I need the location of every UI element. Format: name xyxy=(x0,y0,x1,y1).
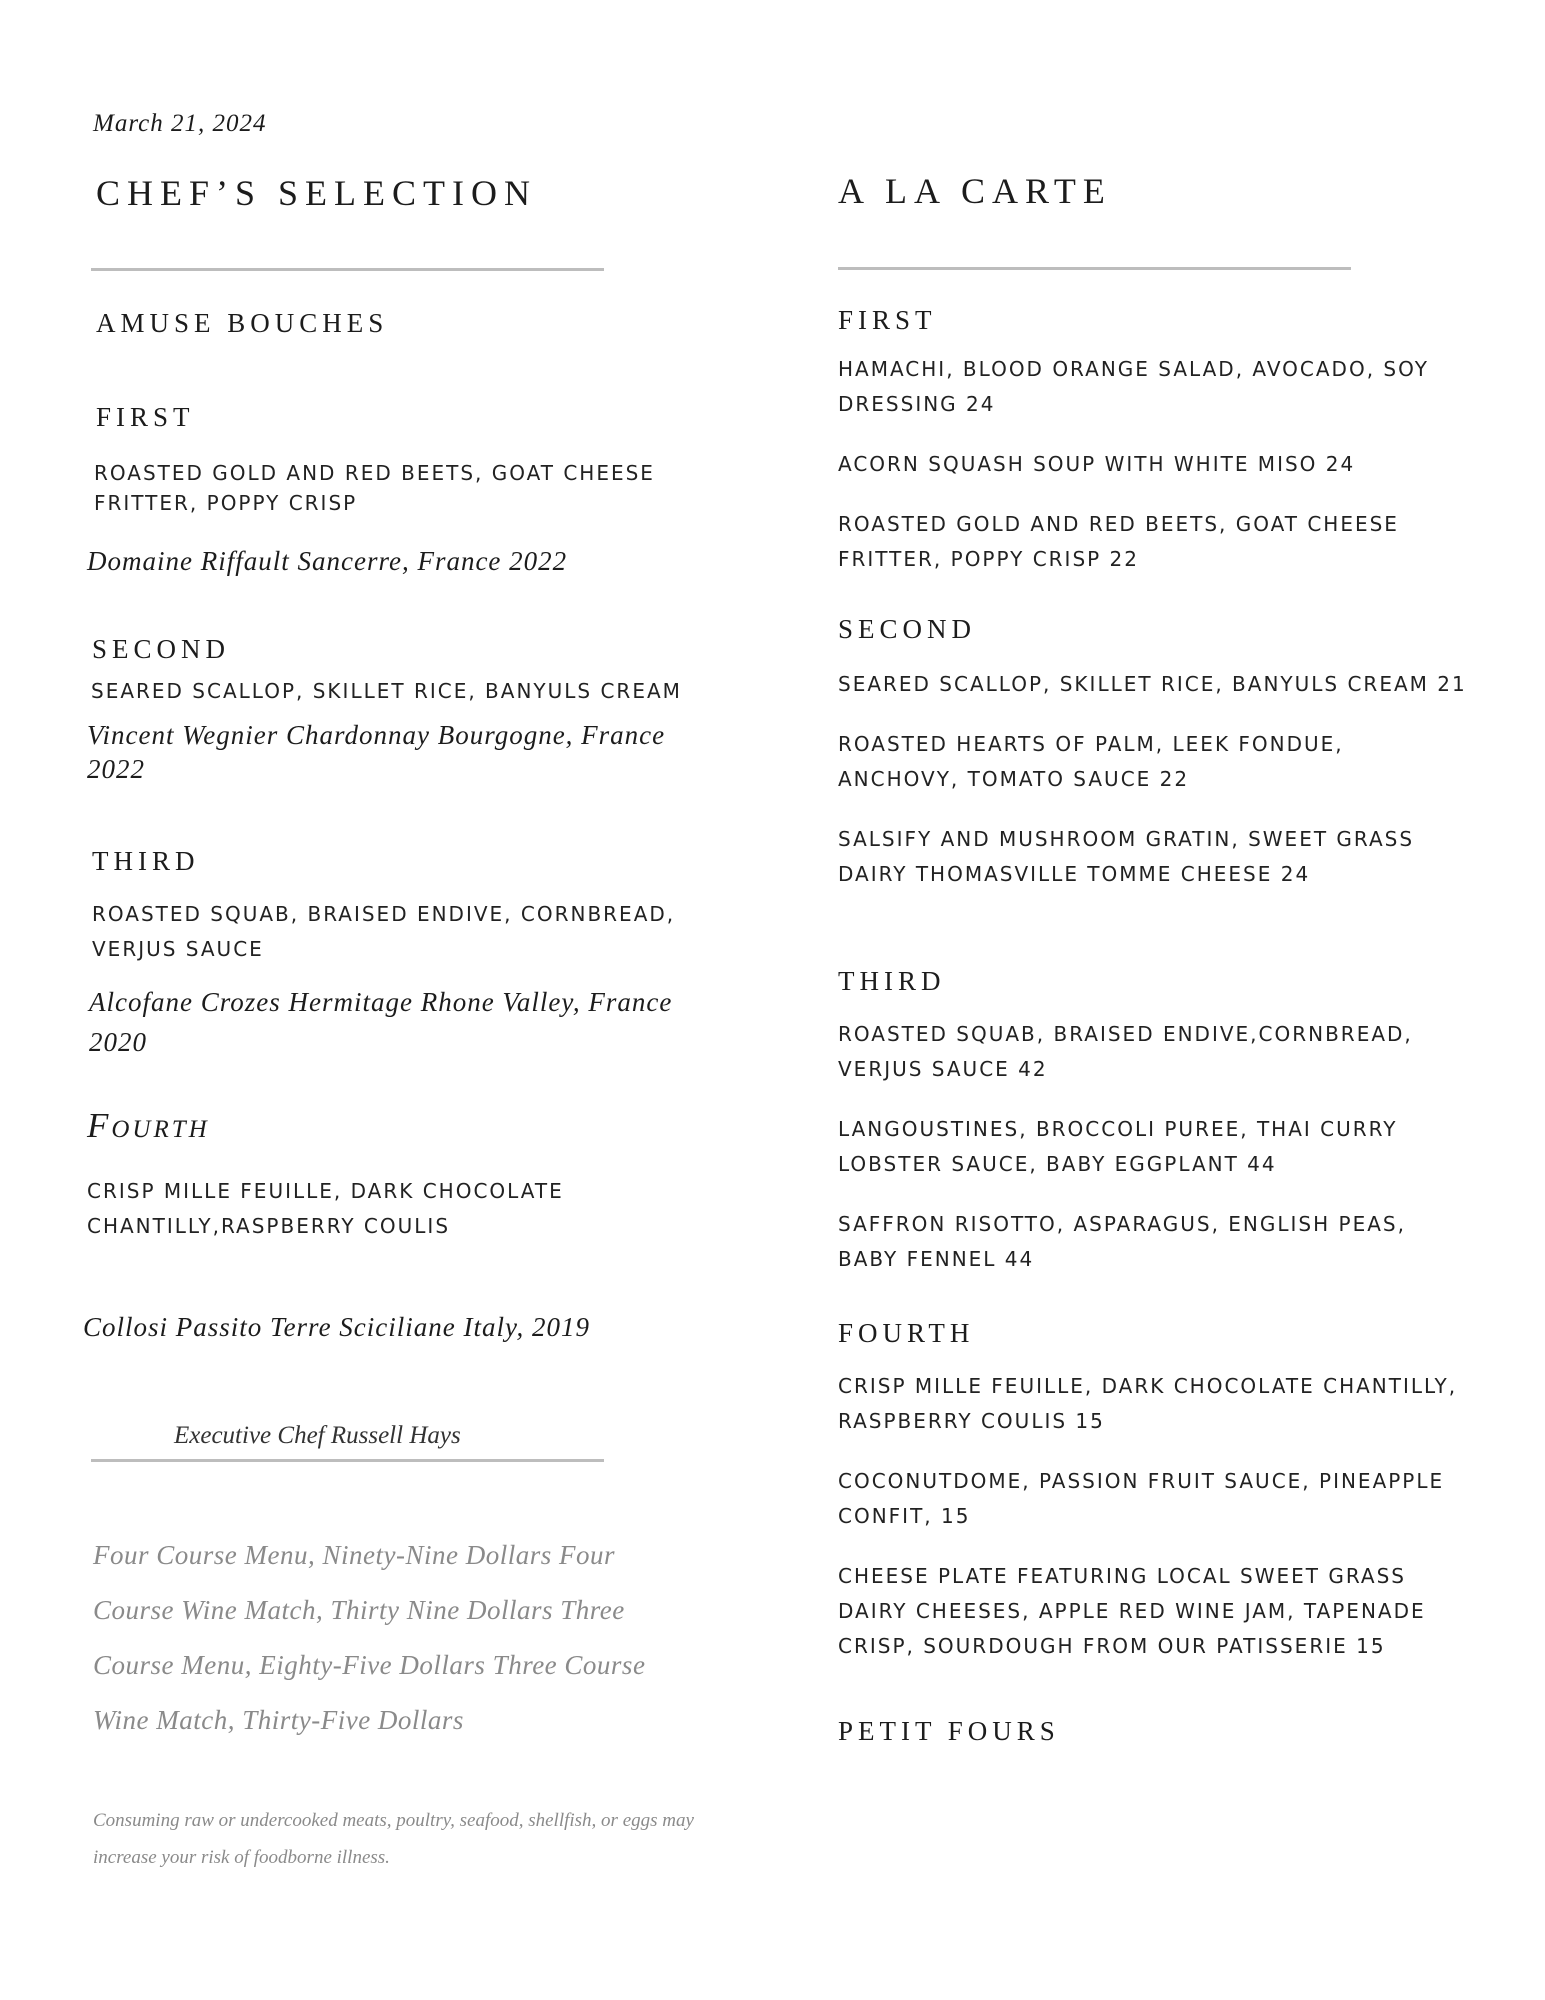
menu-item: COCONUTDOME, PASSION FRUIT SAUCE, PINEAPPLE CONFIT, 15 xyxy=(838,1469,1445,1528)
menu-item: ACORN SQUASH SOUP WITH WHITE MISO 24 xyxy=(838,452,1356,476)
menu-item: SALSIFY AND MUSHROOM GRATIN, SWEET GRASS DAIRY THOMASVILLE TOMME CHEESE 24 xyxy=(838,827,1415,886)
amuse-bouches-heading: AMUSE BOUCHES xyxy=(96,308,389,338)
menu-item: CRISP MILLE FEUILLE, DARK CHOCOLATE CHANTILLY, RASPBERRY COULIS 15 xyxy=(838,1374,1458,1433)
menu-item: ROASTED HEARTS OF PALM, LEEK FONDUE, ANCHOVY, TOMATO SAUCE 22 xyxy=(838,732,1344,791)
chef-second-heading: SECOND xyxy=(92,634,231,664)
chef-first-heading: FIRST xyxy=(96,402,195,432)
chef-second-wine: Vincent Wegnier Chardonnay Bourgogne, France 2022 xyxy=(87,720,666,784)
petit-fours-heading: PETIT FOURS xyxy=(838,1716,1060,1746)
menu-item: SAFFRON RISOTTO, ASPARAGUS, ENGLISH PEAS, BABY FENNEL 44 xyxy=(838,1212,1406,1271)
alacarte-second-section xyxy=(838,614,1468,917)
chef-first-dish: ROASTED GOLD AND RED BEETS, GOAT CHEESE FRITTER, POPPY CRISP xyxy=(94,461,655,515)
a-la-carte-title: A LA CARTE xyxy=(838,171,1112,211)
menu-item: LANGOUSTINES, BROCCOLI PUREE, THAI CURRY LOBSTER SAUCE, BABY EGGPLANT 44 xyxy=(838,1117,1398,1176)
alacarte-fourth-heading: FOURTH xyxy=(838,1318,975,1348)
alacarte-first-section xyxy=(838,305,1468,602)
alacarte-third-section xyxy=(838,966,1468,1302)
health-warning: Consuming raw or undercooked meats, poultry, seafood, shellfish, or eggs may increase your risk of foodborne illness. xyxy=(93,1810,694,1868)
alacarte-fourth-section xyxy=(838,1318,1468,1689)
menu-item: HAMACHI, BLOOD ORANGE SALAD, AVOCADO, SOY DRESSING 24 xyxy=(838,357,1429,416)
alacarte-second-heading: SECOND xyxy=(838,614,977,644)
chef-fourth-heading: Fourth xyxy=(87,1106,210,1145)
menu-item: SEARED SCALLOP, SKILLET RICE, BANYULS CREAM 21 xyxy=(838,672,1467,696)
menu-item: ROASTED SQUAB, BRAISED ENDIVE,CORNBREAD, VERJUS SAUCE 42 xyxy=(838,1022,1413,1081)
menu-item: CHEESE PLATE FEATURING LOCAL SWEET GRASS DAIRY CHEESES, APPLE RED WINE JAM, TAPENADE CRISP, SOURDOUGH FROM OUR PATISSERIE 15 xyxy=(838,1564,1426,1658)
right-title-divider xyxy=(838,267,1351,270)
chef-second-dish: SEARED SCALLOP, SKILLET RICE, BANYULS CREAM xyxy=(91,679,682,703)
chef-fourth-wine: Collosi Passito Terre Sciciliane Italy, 2019 xyxy=(83,1312,590,1342)
chef-third-heading: THIRD xyxy=(92,846,200,876)
chef-fourth-dish: CRISP MILLE FEUILLE, DARK CHOCOLATE CHANTILLY,RASPBERRY COULIS xyxy=(87,1179,564,1238)
pricing-note: Four Course Menu, Ninety-Nine Dollars Four Course Wine Match, Thirty Nine Dollars Three Course Menu, Eighty-Five Dollars Three Course Wine Match, Thirty-Five Dollars xyxy=(93,1540,646,1735)
chef-divider xyxy=(91,1459,604,1462)
menu-date: March 21, 2024 xyxy=(93,110,267,137)
chef-third-wine: Alcofane Crozes Hermitage Rhone Valley, France 2020 xyxy=(89,987,673,1057)
chefs-selection-title: CHEF’S SELECTION xyxy=(96,173,538,213)
chef-third-dish: ROASTED SQUAB, BRAISED ENDIVE, CORNBREAD, VERJUS SAUCE xyxy=(92,902,676,961)
left-title-divider xyxy=(91,268,604,271)
menu-item: ROASTED GOLD AND RED BEETS, GOAT CHEESE FRITTER, POPPY CRISP 22 xyxy=(838,512,1399,571)
executive-chef: Executive Chef Russell Hays xyxy=(174,1422,461,1449)
alacarte-first-heading: FIRST xyxy=(838,305,937,335)
chef-first-wine: Domaine Riffault Sancerre, France 2022 xyxy=(87,546,568,576)
alacarte-third-heading: THIRD xyxy=(838,966,946,996)
